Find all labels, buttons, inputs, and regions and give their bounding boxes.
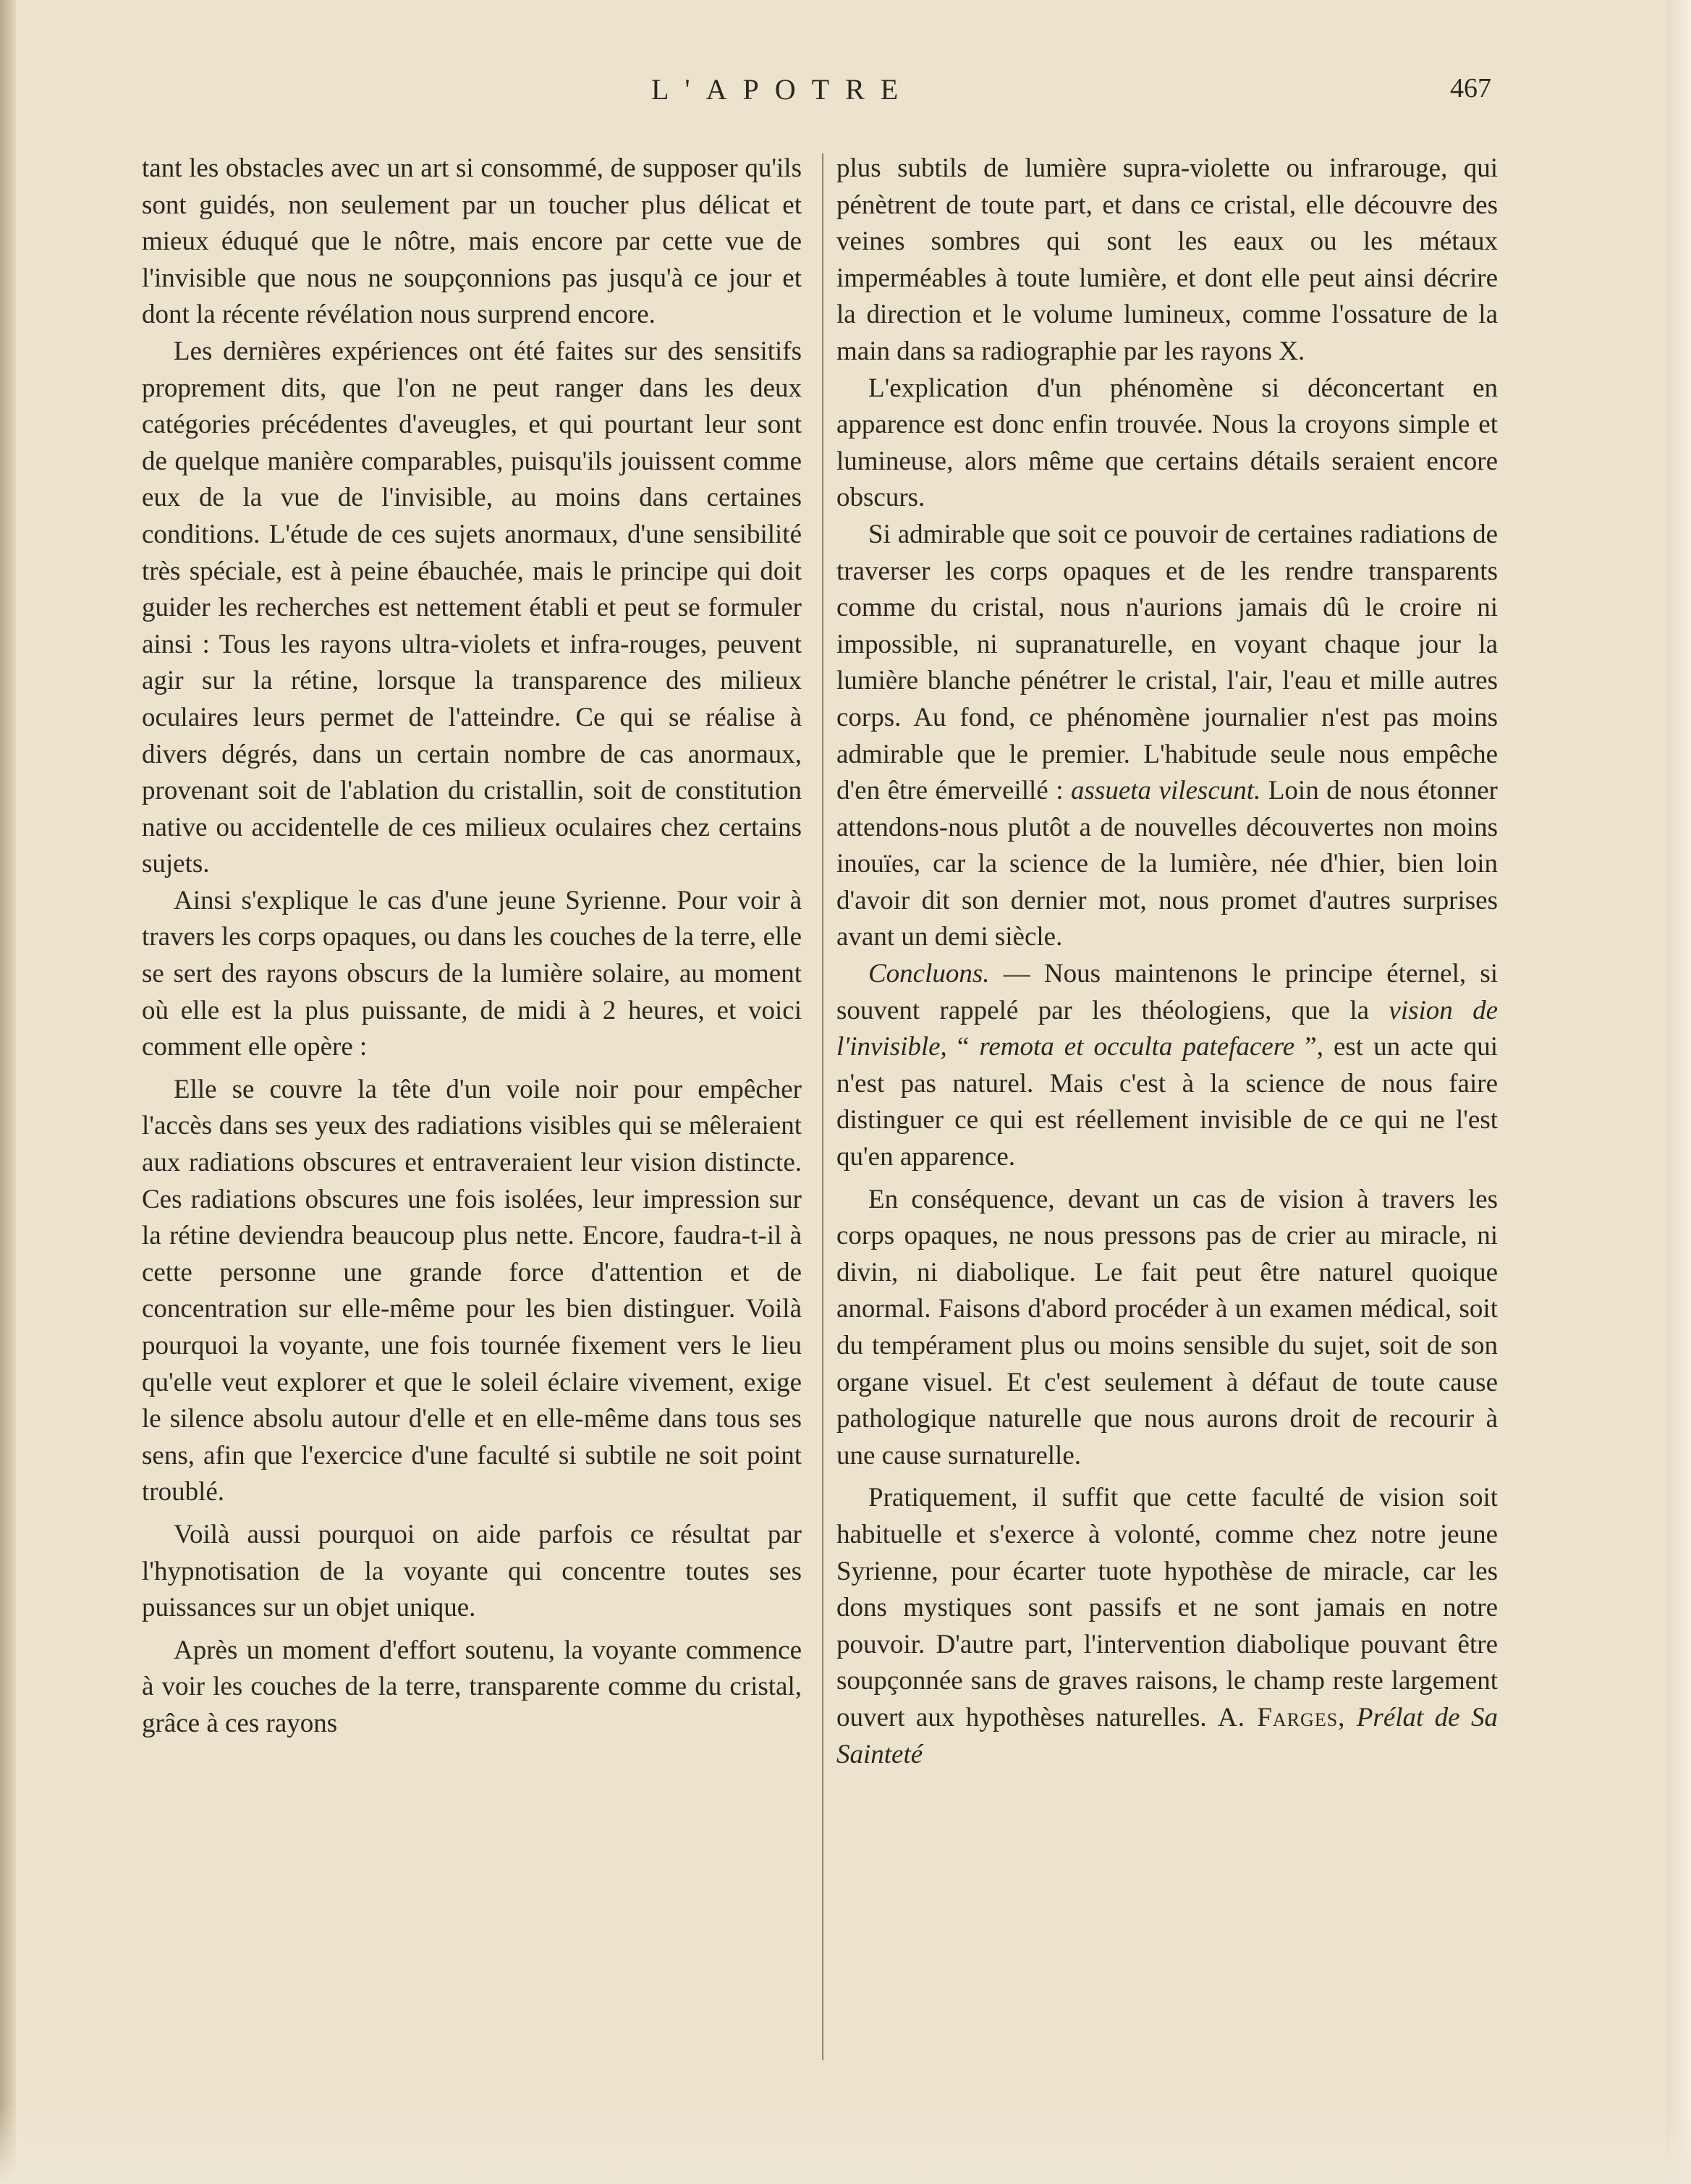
paragraph: En conséquence, devant un cas de vision à travers les corps opaques, ne nous pressons pas de crier au miracle, ni divin, ni diabolique. Le fait peut être naturel quoique anormal. Faisons d'abord procéder à un examen médical, soit du tempérament plus ou moins sensible du sujet, soit de son organe visuel. Et c'est seulement à défaut de toute cause pathologique naturelle que nous aurons droit de recourir à une cause surnaturelle. bbox=[836, 1184, 1498, 1470]
author-title: Prélat de Sa Sainteté bbox=[836, 1702, 1498, 1769]
paragraph-lead: Concluons. bbox=[868, 959, 990, 989]
paragraph-text: — Nous maintenons le principe éternel, si souvent rappelé par les théologiens, que la bbox=[836, 959, 1498, 1025]
quote-mark: “ bbox=[957, 1032, 970, 1062]
right-column bbox=[836, 151, 1498, 1773]
running-title: L'APOTRE bbox=[651, 73, 915, 106]
page-bottom-edge bbox=[0, 2104, 1691, 2184]
paragraph: Les dernières expériences ont été faites sur des sensitifs proprement dits, que l'on ne peut ranger dans les deux catégories précédentes d'aveugles, et qui pourtant leur sont de quelque manière comparables, puisqu'ils jouissent comme eux de la vue de l'invisible, au moins dans certaines conditions. L'étude de ces sujets anormaux, d'une sensibilité très spéciale, est à peine ébauchée, mais le principe qui doit guider les recherches est nettement établi et peut se formuler ainsi : Tous les rayons ultra-violets et infra-rouges, peuvent agir sur la rétine, lorsque la transparence des milieux oculaires leurs permet de l'atteindre. Ce qui se réalise à divers dégrés, dans un certain nombre de cas anormaux, provenant soit de l'ablation du cristallin, soit de constitution native ou accidentelle de ces milieux oculaires chez certains sujets. bbox=[142, 336, 802, 879]
page-right-edge bbox=[1666, 0, 1691, 2184]
paragraph: Voilà aussi pourquoi on aide parfois ce résultat par l'hypnotisation de la voyante qui concentre toutes ses puissances sur un objet unique. bbox=[142, 1519, 802, 1623]
page-gutter-shadow bbox=[0, 0, 16, 2184]
paragraph-text: Pratiquement, il suffit que cette faculté de vision soit habituelle et s'exerce à volonté, comme chez notre jeune Syrienne, pour écarter tuote hypothèse de miracle, car les dons mystiques sont passifs et ne sont jamais en notre pouvoir. D'autre part, l'intervention diabolique pouvant être soupçonnée sans de graves raisons, le champ reste largement ouvert aux hypothèses naturelles. bbox=[836, 1483, 1498, 1732]
latin-phrase: assueta vilescunt. bbox=[1071, 776, 1261, 806]
paragraph bbox=[836, 1480, 1498, 1773]
paragraph-text: ”, est un acte qui n'est pas naturel. Mais c'est à la science de nous faire distinguer ce qui est réellement invisible de ce qui ne l'est qu'en apparence. bbox=[836, 1032, 1498, 1172]
paragraph: L'explication d'un phénomène si déconcertant en apparence est donc enfin trouvée. Nous la croyons simple et lumineuse, alors même que certains détails seraient encore obscurs. bbox=[836, 373, 1498, 513]
page-number: 467 bbox=[1450, 73, 1491, 103]
column-divider bbox=[822, 153, 823, 2060]
paragraph bbox=[836, 956, 1498, 1176]
paragraph bbox=[836, 517, 1498, 956]
paragraph: plus subtils de lumière supra-violette ou infrarouge, qui pénètrent de toute part, et dans ce cristal, elle découvre des veines sombres qui sont les eaux ou les métaux imperméables à toute lumière, et dont elle peut ainsi décrire la direction et le volume lumineux, comme l'ossature de la main dans sa radiographie par les rayons X. bbox=[836, 153, 1498, 366]
italic-phrase: vision de l'invisible, bbox=[836, 995, 1498, 1062]
paragraph: Ainsi s'explique le cas d'une jeune Syrienne. Pour voir à travers les corps opaques, ou dans les couches de la terre, elle se sert des rayons obscurs de la lumière solaire, au moment où elle est la plus puissante, de midi à 2 heures, et voici comment elle opère : bbox=[142, 885, 802, 1062]
author-name: A. Farges, bbox=[1218, 1702, 1346, 1732]
paragraph: Elle se couvre la tête d'un voile noir pour empêcher l'accès dans ses yeux des radiations visibles qui se mêleraient aux radiations obscures et entraveraient leur vision distincte. Ces radiations obscures une fois isolées, leur impression sur la rétine deviendra beaucoup plus nette. Encore, faudra-t-il à cette personne une grande force d'attention et de concentration sur elle-même pour les bien distinguer. Voilà pourquoi la voyante, une fois tournée fixement vers le lieu qu'elle veut explorer et que le soleil éclaire vivement, exige le silence absolu autour d'elle et en elle-même dans tous ses sens, afin que l'exercice d'une faculté si subtile ne soit point troublé. bbox=[142, 1074, 802, 1507]
page-header bbox=[0, 72, 1691, 116]
paragraph-text: Si admirable que soit ce pouvoir de certaines radiations de traverser les corps opaques et de les rendre transparents comme du cristal, nous n'aurions jamais dû le croire ni impossible, ni supranaturelle, en voyant chaque jour la lumière blanche pénétrer le cristal, l'air, l'eau et mille autres corps. Au fond, ce phénomène journalier n'est pas moins admirable que le premier. L'habitude seule nous empêche d'en être émerveillé : bbox=[836, 519, 1498, 806]
left-column bbox=[142, 151, 802, 1743]
latin-phrase: remota et occulta patefacere bbox=[979, 1032, 1295, 1062]
paragraph: tant les obstacles avec un art si consommé, de supposer qu'ils sont guidés, non seulement par un toucher plus délicat et mieux éduqué que le nôtre, mais encore par cette vue de l'invisible que nous ne soupçonnions pas jusqu'à ce jour et dont la récente révélation nous surprend encore. bbox=[142, 153, 802, 330]
paragraph-text: Loin de nous étonner attendons-nous plutôt a de nouvelles découvertes non moins inouïes, car la science de la lumière, née d'hier, bien loin d'avoir dit son dernier mot, nous promet d'autres surprises avant un demi siècle. bbox=[836, 776, 1499, 952]
paragraph: Après un moment d'effort soutenu, la voyante commence à voir les couches de la terre, transparente comme du cristal, grâce à ces rayons bbox=[142, 1635, 802, 1738]
